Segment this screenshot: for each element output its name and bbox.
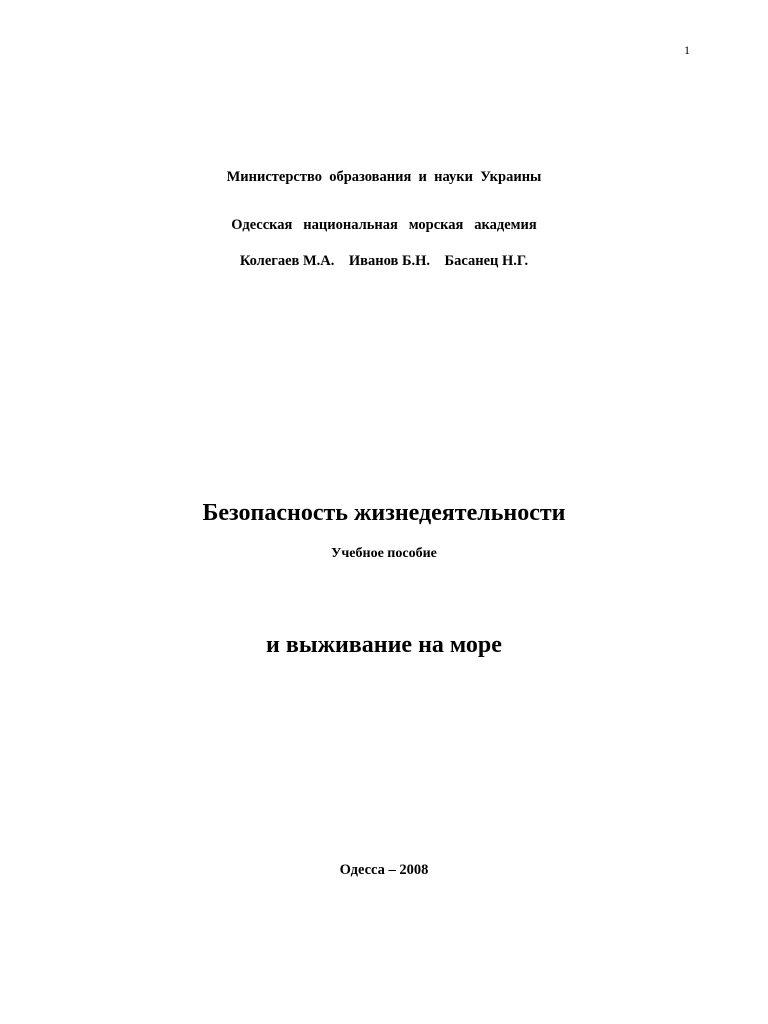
place-and-year: Одесса – 2008 xyxy=(339,862,429,878)
organization-header xyxy=(0,137,768,265)
page-number: 1 xyxy=(684,43,690,57)
ministry-line: Министерство образования и науки Украины xyxy=(226,169,542,185)
title-line-2: и выживание на море xyxy=(266,632,502,658)
title-line-1: Безопасность жизнедеятельности xyxy=(202,500,566,526)
academy-line: Одесская национальная морская академия xyxy=(231,217,537,233)
document-subtitle: Учебное пособие xyxy=(331,546,437,561)
document-title xyxy=(0,403,768,755)
authors-line: Колегаев М.А. Иванов Б.Н. Басанец Н.Г. xyxy=(239,253,529,269)
